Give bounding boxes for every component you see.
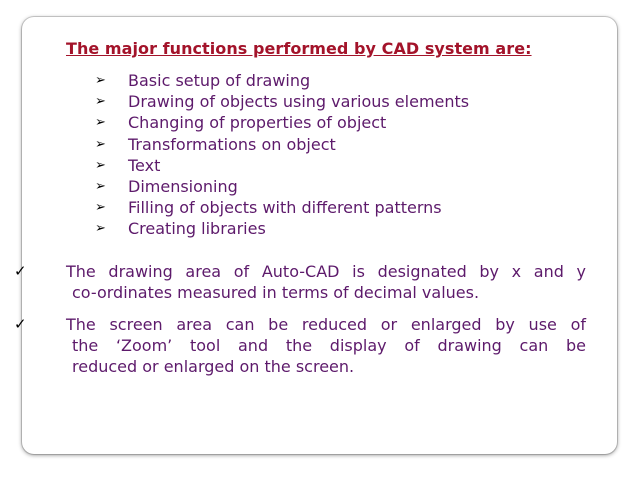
list-item-label: Basic setup of drawing <box>128 71 311 90</box>
arrow-bullet-icon: ➢ <box>95 136 106 152</box>
slide-card <box>22 17 617 454</box>
arrow-bullet-icon: ➢ <box>95 115 106 131</box>
arrow-bullet-icon: ➢ <box>95 94 106 110</box>
list-item-label: Dimensioning <box>128 176 238 196</box>
paragraph-drawing-area <box>14 261 612 303</box>
list-item-label: Creating libraries <box>128 219 266 239</box>
arrow-bullet-icon: ➢ <box>95 73 106 88</box>
paragraph-screen-area <box>14 314 612 377</box>
arrow-bullet-icon: ➢ <box>95 178 106 194</box>
arrow-bullet-icon: ➢ <box>95 157 106 173</box>
checkmark-icon: ✓ <box>14 315 27 333</box>
list-item-label: Filling of objects with different patterns <box>128 198 442 218</box>
list-item-label: Text <box>128 155 161 175</box>
checkmark-icon: ✓ <box>14 262 27 280</box>
list-item-label: Drawing of objects using various elements <box>128 92 470 112</box>
arrow-bullet-icon: ➢ <box>95 200 106 216</box>
slide-heading: The major functions performed by CAD system are: <box>66 39 532 58</box>
paragraph-line: co-ordinates measured in terms of decimal values. <box>72 283 480 302</box>
paragraph-line: the ‘Zoom’ tool and the display of drawing can be <box>72 336 586 355</box>
paragraph-line: The screen area can be reduced or enlarged by use of <box>66 315 586 334</box>
paragraph-line: reduced or enlarged on the screen. <box>72 357 355 376</box>
list-item-label: Transformations on object <box>128 134 336 154</box>
list-item-label: Changing of properties of object <box>128 113 387 133</box>
arrow-bullet-icon: ➢ <box>95 221 106 237</box>
paragraph-line: The drawing area of Auto-CAD is designated by x and y <box>66 262 586 281</box>
